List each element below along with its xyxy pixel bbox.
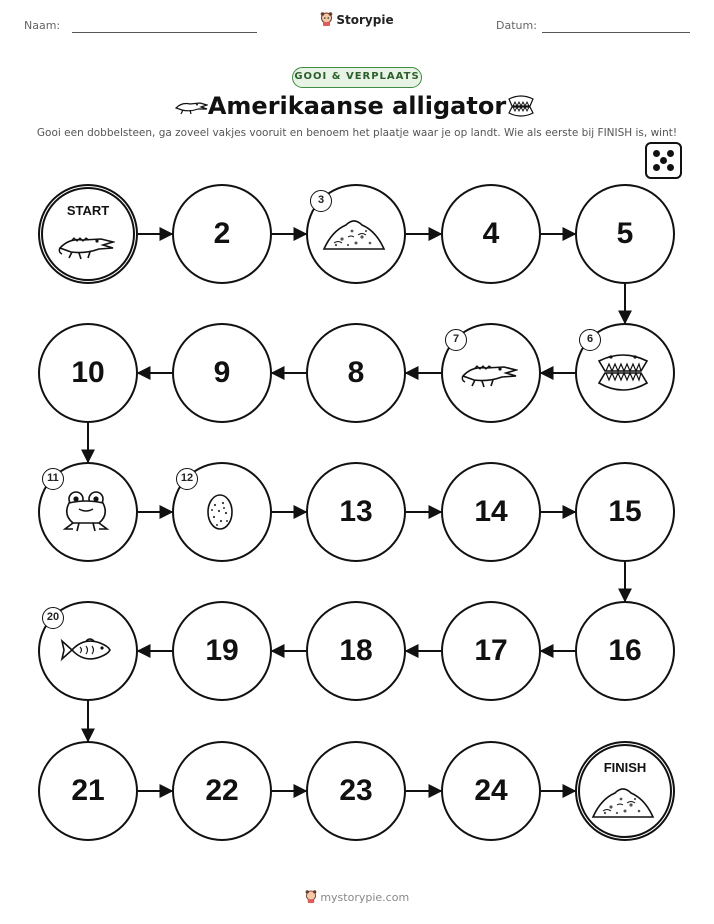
board-space-22[interactable] bbox=[172, 741, 272, 841]
space-number: 14 bbox=[474, 495, 508, 528]
space-number: 23 bbox=[339, 774, 373, 807]
board-space-14[interactable] bbox=[441, 462, 541, 562]
board-space-18[interactable] bbox=[306, 601, 406, 701]
board-space-3[interactable] bbox=[306, 184, 406, 284]
space-number: 18 bbox=[339, 634, 373, 667]
footer-url: mystorypie.com bbox=[320, 891, 410, 904]
name-label: Naam: bbox=[24, 19, 61, 32]
space-label: START bbox=[66, 203, 110, 218]
board-space-24[interactable] bbox=[441, 741, 541, 841]
board-space-7[interactable] bbox=[441, 323, 541, 423]
space-number: 22 bbox=[205, 774, 239, 807]
board-space-4[interactable] bbox=[441, 184, 541, 284]
dirt-mound-icon bbox=[591, 781, 655, 825]
board-space-12[interactable] bbox=[172, 462, 272, 562]
space-number-badge: 7 bbox=[445, 329, 467, 351]
frog-icon bbox=[61, 489, 111, 537]
egg-icon bbox=[205, 491, 235, 535]
space-number: 5 bbox=[616, 217, 634, 250]
space-number-badge: 20 bbox=[42, 607, 64, 629]
board-space-8[interactable] bbox=[306, 323, 406, 423]
mascot-icon bbox=[305, 890, 317, 906]
space-number: 8 bbox=[347, 356, 365, 389]
board-space-5[interactable] bbox=[575, 184, 675, 284]
start-space[interactable] bbox=[38, 184, 138, 284]
space-number: 21 bbox=[71, 774, 105, 807]
game-type-badge: GOOI & VERPLAATS bbox=[292, 67, 422, 88]
space-number: 16 bbox=[608, 634, 642, 667]
page-title: Amerikaanse alligator bbox=[207, 92, 507, 120]
board-space-19[interactable] bbox=[172, 601, 272, 701]
board-space-23[interactable] bbox=[306, 741, 406, 841]
board-space-16[interactable] bbox=[575, 601, 675, 701]
date-label: Datum: bbox=[496, 19, 537, 32]
board-space-17[interactable] bbox=[441, 601, 541, 701]
board-space-10[interactable] bbox=[38, 323, 138, 423]
footer bbox=[0, 890, 714, 906]
space-number: 4 bbox=[482, 217, 500, 250]
board-space-9[interactable] bbox=[172, 323, 272, 423]
alligator-icon bbox=[460, 356, 518, 392]
space-number: 15 bbox=[608, 495, 642, 528]
instructions-text: Gooi een dobbelsteen, ga zoveel vakjes vooruit en benoem het plaatje waar je op landt. Wie als eerste bij FINISH is, wint! bbox=[36, 127, 678, 139]
alligator-jaws-icon bbox=[595, 349, 651, 399]
space-number-badge: 6 bbox=[579, 329, 601, 351]
space-number: 19 bbox=[205, 634, 239, 667]
space-label: FINISH bbox=[603, 760, 647, 775]
space-number: 10 bbox=[71, 356, 105, 389]
board-space-20[interactable] bbox=[38, 601, 138, 701]
board-space-15[interactable] bbox=[575, 462, 675, 562]
space-number: 17 bbox=[474, 634, 508, 667]
space-number: 13 bbox=[339, 495, 373, 528]
alligator-icon bbox=[57, 228, 115, 264]
space-number-badge: 3 bbox=[310, 190, 332, 212]
board-space-21[interactable] bbox=[38, 741, 138, 841]
finish-space[interactable] bbox=[575, 741, 675, 841]
space-number: 24 bbox=[474, 774, 508, 807]
space-number: 2 bbox=[213, 217, 231, 250]
fish-icon bbox=[60, 635, 112, 669]
dirt-mound-icon bbox=[322, 213, 386, 257]
brand-name: Storypie bbox=[336, 13, 394, 27]
space-number-badge: 12 bbox=[176, 468, 198, 490]
board-space-2[interactable] bbox=[172, 184, 272, 284]
board-space-11[interactable] bbox=[38, 462, 138, 562]
board-space-13[interactable] bbox=[306, 462, 406, 562]
space-number-badge: 11 bbox=[42, 468, 64, 490]
board-space-6[interactable] bbox=[575, 323, 675, 423]
space-number: 9 bbox=[213, 356, 231, 389]
